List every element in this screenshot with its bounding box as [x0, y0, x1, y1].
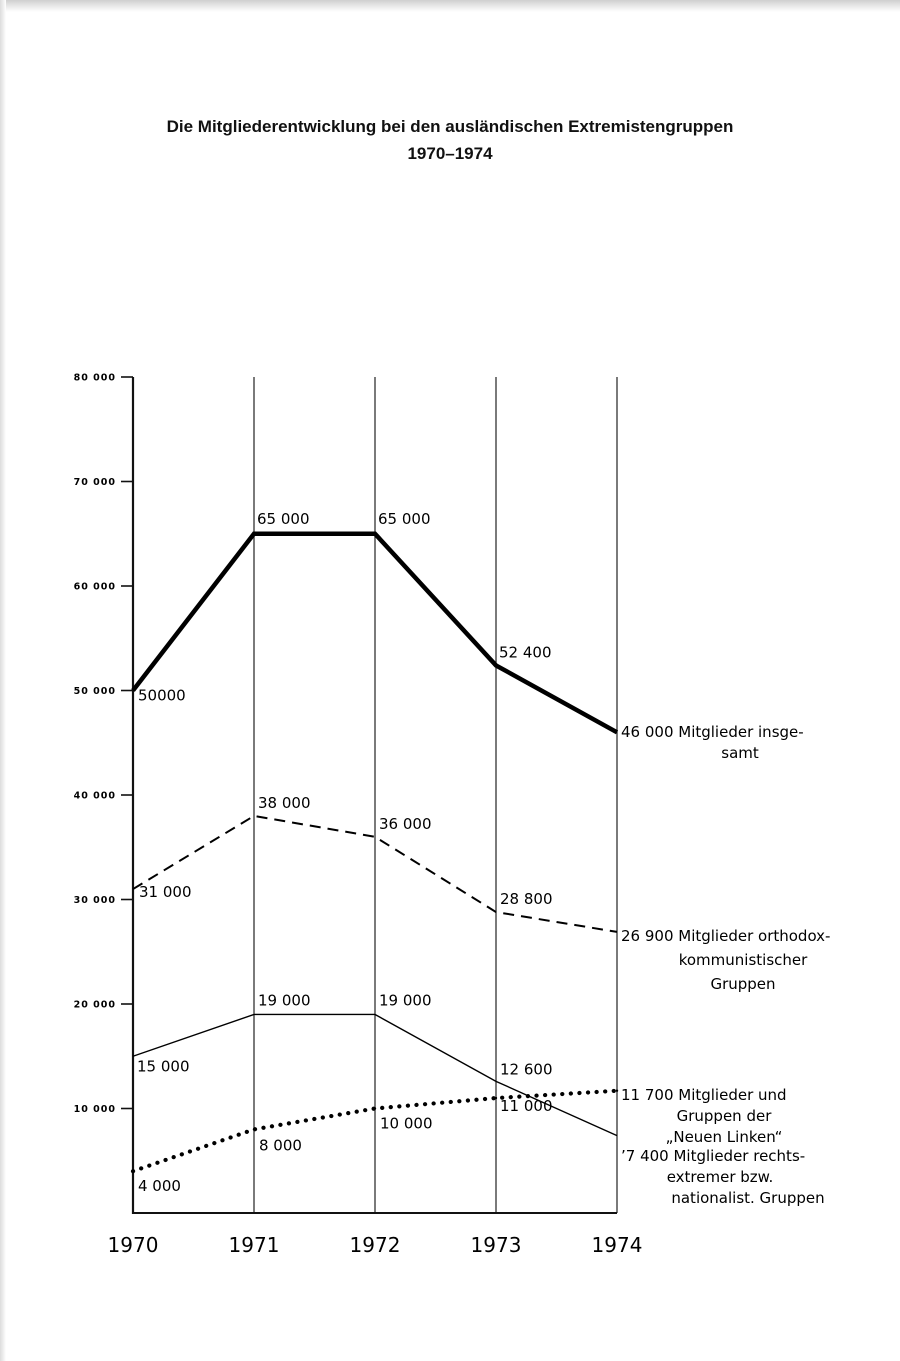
legend-layer — [621, 723, 830, 1207]
legend-text: samt — [721, 744, 759, 762]
legend-text: extremer bzw. — [666, 1168, 774, 1186]
legend-text: „Neuen Linken“ — [665, 1128, 783, 1146]
legend-text: 26 900 Mitglieder orthodox- — [621, 927, 831, 945]
legend-text: 46 000 Mitglieder insge- — [621, 723, 804, 741]
data-label: 52 400 — [499, 643, 552, 662]
data-label: 15 000 — [137, 1057, 190, 1076]
legend-text: ’7 400 Mitglieder rechts- — [621, 1147, 806, 1165]
data-label: 11 000 — [500, 1097, 553, 1116]
data-label: 65 000 — [378, 509, 431, 528]
data-label: 28 800 — [500, 890, 553, 909]
x-tick-label-1973: 1973 — [470, 1233, 522, 1257]
data-label: 10 000 — [380, 1114, 433, 1133]
data-label: 36 000 — [379, 814, 432, 833]
y-tick-label: 10 000 — [73, 1104, 116, 1115]
data-label: 12 600 — [500, 1060, 553, 1079]
y-tick-label: 70 000 — [73, 477, 116, 488]
data-point — [374, 1107, 376, 1109]
data-label: 65 000 — [257, 509, 310, 528]
data-label: 31 000 — [139, 883, 192, 902]
y-tick-label: 30 000 — [73, 895, 116, 906]
y-tick-label: 80 000 — [73, 372, 116, 384]
data-label: 38 000 — [258, 793, 311, 812]
y-tick-label: 40 000 — [73, 790, 116, 802]
data-label: 8 000 — [259, 1136, 302, 1155]
y-tick-label: 60 000 — [73, 581, 116, 593]
axis-layer — [74, 373, 643, 1258]
data-point — [132, 1170, 134, 1172]
y-tick-label: 20 000 — [73, 999, 116, 1011]
data-label: 50000 — [138, 686, 186, 705]
legend-text: Gruppen — [710, 975, 776, 993]
x-tick-label-1971: 1971 — [228, 1233, 280, 1257]
x-tick-label-1972: 1972 — [349, 1233, 401, 1257]
data-point — [616, 1090, 618, 1092]
data-label: 4 000 — [138, 1177, 181, 1196]
x-tick-label-1970: 1970 — [107, 1233, 159, 1257]
x-tick-label-1974: 1974 — [591, 1233, 643, 1257]
data-point — [253, 1128, 255, 1130]
data-label: 19 000 — [258, 991, 311, 1010]
data-point — [495, 1097, 497, 1099]
chart-subtitle: 1970–1974 — [407, 144, 493, 163]
y-tick-label: 50 000 — [73, 686, 116, 697]
chart-title: Die Mitgliederentwicklung bei den ausländischen Extremistengruppen — [166, 117, 734, 136]
data-label-layer — [137, 510, 553, 1195]
legend-text: nationalist. Gruppen — [671, 1189, 825, 1207]
legend-text: Gruppen der — [676, 1107, 772, 1125]
legend-text: 11 700 Mitglieder und — [621, 1086, 787, 1104]
legend-text: kommunistischer — [678, 951, 808, 969]
data-label: 19 000 — [379, 991, 432, 1010]
